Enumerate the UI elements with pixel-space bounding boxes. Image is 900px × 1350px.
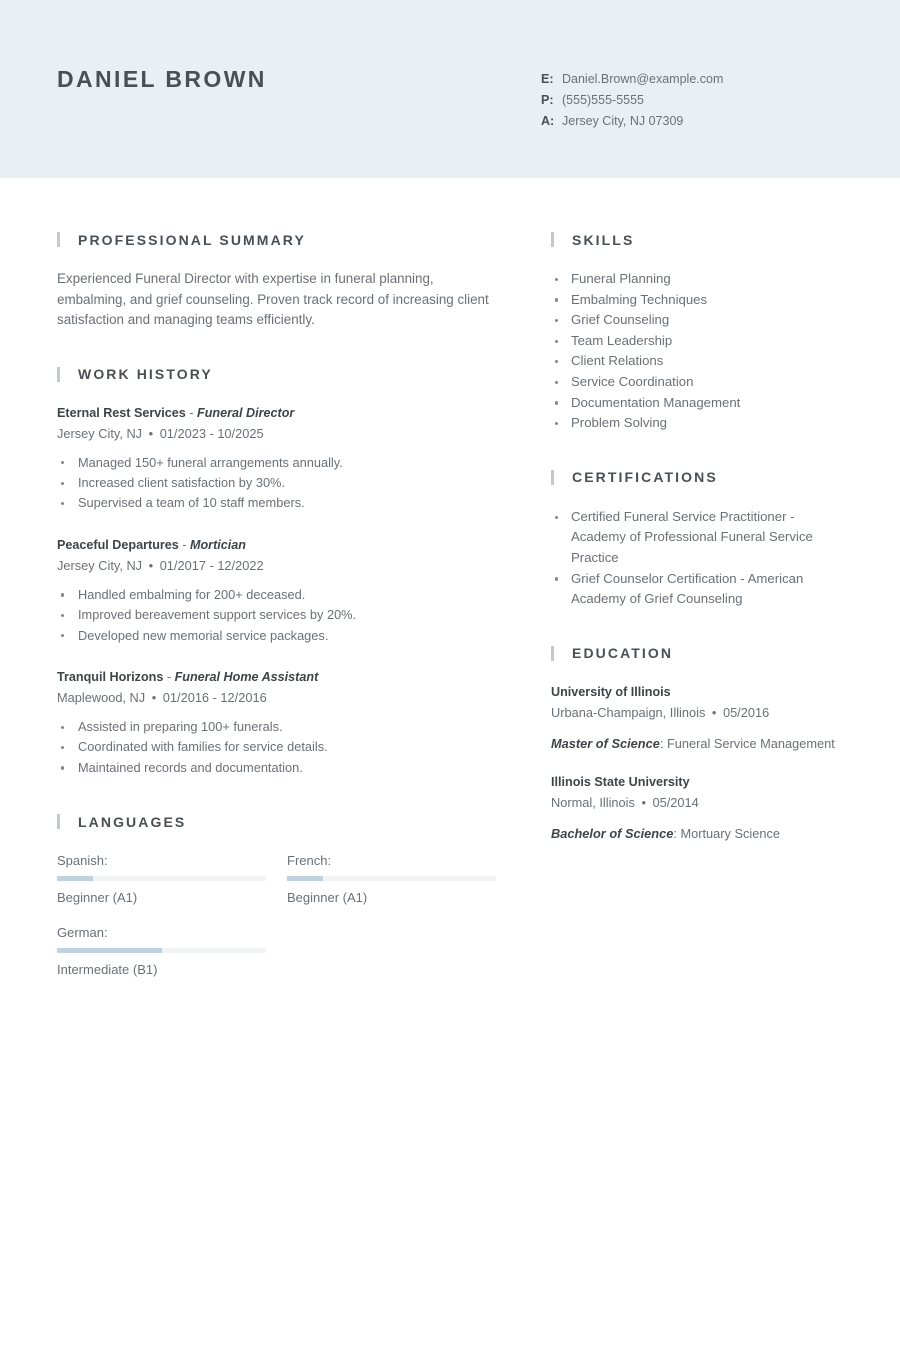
job-company: Tranquil Horizons [57,669,164,684]
job-headline [57,536,497,554]
language-level: Beginner (A1) [57,890,138,906]
job-bullets [57,453,497,514]
language-proficiency-fill [287,876,323,881]
section-professional-summary [57,232,497,331]
summary-text: Experienced Funeral Director with expertise in funeral planning, embalming, and grief counseling. Proven track record of increasing client satisfaction and managing teams efficiently. [57,271,489,327]
job-dates: 01/2023 - 10/2025 [159,425,264,441]
education-degree [551,734,851,754]
section-title: EDUCATION [572,645,674,662]
list-item: Supervised a team of 10 staff members. [57,493,497,513]
job-headline [57,668,497,686]
job-title: Funeral Director [197,405,295,420]
list-item: Certified Funeral Service Practitioner - Academy of Professional Funeral Service Practice [551,507,851,569]
education-school: University of Illinois [551,684,671,699]
contact-value: (555)555-5555 [562,92,645,107]
education-degree-field: : Funeral Service Management [659,735,835,751]
job-meta [57,688,497,707]
language-name: French: [287,853,332,869]
contact-label: A: [541,113,555,128]
list-item: Improved bereavement support services by 20%. [57,605,497,625]
language-proficiency-bar [287,876,496,881]
language-item [57,923,266,979]
contact-label: E: [541,72,554,86]
list-item: Developed new memorial service packages. [57,626,497,646]
job-bullets [57,585,497,646]
separator-dot-icon: • [145,425,157,441]
list-item: Documentation Management [551,393,851,414]
list-item: Embalming Techniques [551,290,851,311]
list-item: Handled embalming for 200+ deceased. [57,585,497,605]
education-date: 05/2016 [722,704,770,720]
education-meta [551,793,851,812]
job-separator: - [163,669,175,684]
section-languages [57,814,497,979]
education-entry [551,683,851,754]
education-meta [551,703,851,722]
separator-dot-icon: • [637,795,650,811]
work-history-entry [57,404,497,514]
separator-dot-icon: • [148,689,160,705]
separator-dot-icon: • [708,704,720,720]
list-item: Grief Counseling [551,310,851,331]
job-separator: - [178,537,190,552]
accent-bar-icon [551,646,554,661]
list-item: Funeral Planning [551,269,851,290]
section-certifications [551,470,851,610]
list-item: Grief Counselor Certification - American Academy of Grief Counseling [551,569,851,610]
section-title: PROFESSIONAL SUMMARY [78,231,306,248]
education-degree-name: Bachelor of Science [551,826,674,842]
contact-block [541,69,723,131]
list-item: Problem Solving [551,413,851,434]
job-meta [57,556,497,575]
language-proficiency-fill [57,876,93,881]
contact-row [541,90,723,111]
job-meta [57,424,497,443]
job-location: Jersey City, NJ [57,425,143,441]
job-location: Maplewood, NJ [57,689,146,705]
contact-row [541,69,723,90]
education-degree-name: Master of Science [551,735,660,751]
contact-label: P: [541,92,554,107]
accent-bar-icon [57,814,60,829]
list-item: Assisted in preparing 100+ funerals. [57,717,497,737]
list-item: Client Relations [551,351,851,372]
language-item [57,851,266,907]
resume-header [0,0,900,178]
education-degree-field: : Mortuary Science [673,826,781,842]
job-company: Peaceful Departures [57,537,179,552]
accent-bar-icon [57,232,60,247]
work-history-entry [57,668,497,778]
list-item: Team Leadership [551,331,851,352]
job-company: Eternal Rest Services [57,405,186,420]
list-item: Increased client satisfaction by 30%. [57,473,497,493]
education-list [551,683,851,844]
section-heading [551,470,851,485]
accent-bar-icon [57,367,60,382]
work-history-list [57,404,497,779]
list-item: Maintained records and documentation. [57,758,497,778]
education-entry [551,773,851,844]
section-work-history [57,367,497,779]
skills-list [551,269,851,434]
accent-bar-icon [551,470,554,485]
job-dates: 01/2016 - 12/2016 [162,689,267,705]
section-education [551,646,851,844]
left-column [57,232,497,1015]
contact-value: Daniel.Brown@example.com [562,72,724,86]
languages-grid [57,851,497,979]
contact-value: Jersey City, NJ 07309 [562,113,684,128]
contact-row [541,111,723,132]
education-date: 05/2014 [652,795,699,811]
language-level: Intermediate (B1) [57,962,158,978]
right-column [551,232,851,880]
list-item: Service Coordination [551,372,851,393]
language-item [287,851,496,907]
section-heading [57,814,497,829]
section-title: CERTIFICATIONS [572,469,718,486]
section-title: SKILLS [572,231,635,248]
section-heading [551,232,851,247]
language-name: German: [57,925,108,941]
job-bullets [57,717,497,778]
certifications-list [551,507,851,610]
education-school: Illinois State University [551,775,690,790]
list-item: Coordinated with families for service details. [57,737,497,757]
job-dates: 01/2017 - 12/2022 [159,557,264,573]
language-level: Beginner (A1) [287,890,368,906]
section-heading [551,646,851,661]
work-history-entry [57,536,497,646]
job-title: Funeral Home Assistant [174,669,319,684]
language-proficiency-bar [57,876,266,881]
education-degree [551,824,851,844]
language-name: Spanish: [57,853,108,869]
section-title: WORK HISTORY [78,366,213,382]
language-proficiency-fill [57,948,162,953]
section-heading [57,367,497,382]
section-skills [551,232,851,434]
job-separator: - [185,405,198,420]
section-heading [57,232,497,247]
language-proficiency-bar [57,948,266,953]
job-headline [57,404,497,422]
list-item: Managed 150+ funeral arrangements annually. [57,453,497,473]
section-title: LANGUAGES [78,813,187,830]
education-location: Normal, Illinois [551,795,635,811]
accent-bar-icon [551,232,554,247]
education-location: Urbana-Champaign, Illinois [551,704,706,720]
job-location: Jersey City, NJ [57,557,143,573]
separator-dot-icon: • [145,557,157,573]
job-title: Mortician [190,537,246,552]
candidate-name: DANIEL BROWN [57,66,267,92]
